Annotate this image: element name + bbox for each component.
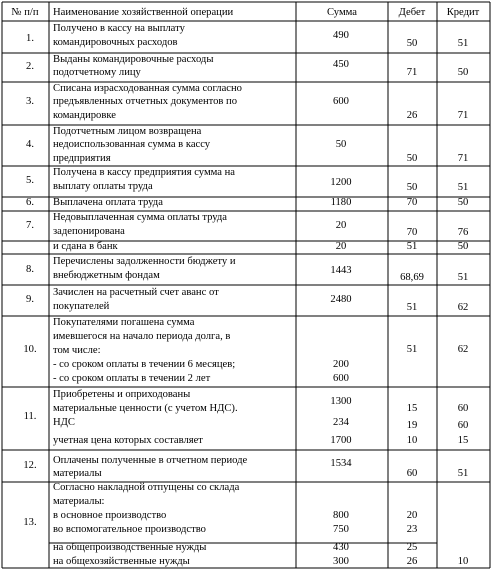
operation-description: Получена в кассу предприятия сумма на <box>53 167 236 178</box>
credit-account-cell: 15 <box>457 435 469 446</box>
operation-description: командировочных расходов <box>53 37 178 48</box>
debit-account-cell: 70 <box>406 197 418 208</box>
operation-description: во вспомогательное производство <box>53 524 206 535</box>
credit-account-cell: 76 <box>457 227 469 238</box>
amount-cell: 2480 <box>330 294 352 305</box>
row-number: 9. <box>26 294 34 305</box>
debit-account-cell: 10 <box>406 435 418 446</box>
credit-account-cell: 51 <box>457 182 469 193</box>
operation-description: в основное производство <box>53 510 167 521</box>
credit-account-cell: 71 <box>457 110 469 121</box>
operation-description: Выданы командировочные расходы <box>53 54 214 65</box>
operation-description: на общехозяйственные нужды <box>53 556 190 567</box>
header-debit: Дебет <box>398 7 426 18</box>
debit-account-cell: 51 <box>406 241 418 252</box>
credit-account-cell: 51 <box>457 38 469 49</box>
operation-description: материалы: <box>53 496 105 507</box>
header-sum: Сумма <box>327 7 357 18</box>
amount-cell: 490 <box>333 30 349 41</box>
amount-cell: 800 <box>333 510 349 521</box>
debit-account-cell: 51 <box>406 302 418 313</box>
row-number: 11. <box>23 411 37 422</box>
debit-account-cell: 68,69 <box>400 272 424 283</box>
operation-description: - со сроком оплаты в течении 6 месяцев; <box>53 359 236 370</box>
row-number: 7. <box>26 220 34 231</box>
debit-account-cell: 70 <box>406 227 418 238</box>
amount-cell: 1700 <box>330 435 352 446</box>
debit-account-cell: 20 <box>406 510 418 521</box>
debit-account-cell: 71 <box>406 67 418 78</box>
debit-account-cell: 60 <box>406 468 418 479</box>
operation-description: Покупателями погашена сумма <box>53 317 195 328</box>
row-number: 5. <box>26 175 34 186</box>
operation-description: Списана израсходованная сумма согласно <box>53 83 242 94</box>
debit-account-cell: 50 <box>406 38 418 49</box>
operation-description: Согласно накладной отпущены со склада <box>53 482 240 493</box>
operation-description: подотчетному лицу <box>53 67 141 78</box>
operation-description: на общепроизводственные нужды <box>53 542 207 553</box>
operation-description: Подотчетным лицом возвращена <box>53 126 202 137</box>
operation-description: Выплачена оплата труда <box>53 197 163 208</box>
debit-account-cell: 26 <box>406 556 418 567</box>
amount-cell: 600 <box>333 96 349 107</box>
row-number: 2. <box>26 61 34 72</box>
credit-account-cell: 51 <box>457 468 469 479</box>
amount-cell: 1300 <box>330 396 352 407</box>
credit-account-cell: 71 <box>457 153 469 164</box>
operation-description: Приобретены и оприходованы <box>53 389 191 400</box>
amount-cell: 200 <box>333 359 349 370</box>
operation-description: выплату оплаты труда <box>53 181 153 192</box>
operation-description: НДС <box>53 417 75 428</box>
operation-description: Получено в кассу на выплату <box>53 23 185 34</box>
credit-account-cell: 51 <box>457 272 469 283</box>
amount-cell: 600 <box>333 373 349 384</box>
operation-description: Зачислен на расчетный счет аванс от <box>53 287 219 298</box>
debit-account-cell: 15 <box>406 403 418 414</box>
amount-cell: 1534 <box>330 458 352 469</box>
operation-description: Оплачены полученные в отчетном периоде <box>53 455 248 466</box>
amount-cell: 20 <box>335 241 347 252</box>
operation-description: задепонирована <box>53 226 125 237</box>
header-name: Наименование хозяйственной операции <box>53 7 234 18</box>
credit-account-cell: 50 <box>457 241 469 252</box>
amount-cell: 20 <box>335 220 347 231</box>
row-number: 3. <box>26 96 34 107</box>
row-number: 1. <box>26 33 34 44</box>
operation-description: - со сроком оплаты в течении 2 лет <box>53 373 211 384</box>
row-number: 12. <box>23 460 37 471</box>
operation-description: материальные ценности (с учетом НДС). <box>53 403 238 414</box>
amount-cell: 234 <box>333 417 349 428</box>
row-number: 4. <box>26 139 34 150</box>
operation-description: покупателей <box>53 301 110 312</box>
operation-description: том числе: <box>53 345 101 356</box>
operation-description: имевшегося на начало периода долга, в <box>53 331 231 342</box>
debit-account-cell: 51 <box>406 344 418 355</box>
operation-description: учетная цена которых составляет <box>53 435 203 446</box>
credit-account-cell: 60 <box>457 403 469 414</box>
amount-cell: 1180 <box>330 197 352 208</box>
credit-account-cell: 50 <box>457 197 469 208</box>
credit-account-cell: 50 <box>457 67 469 78</box>
amount-cell: 750 <box>333 524 349 535</box>
row-number: 8. <box>26 264 34 275</box>
operation-description: недоиспользованная сумма в кассу <box>53 139 211 150</box>
header-credit: Кредит <box>446 7 480 18</box>
operation-description: предприятия <box>53 153 111 164</box>
operation-description: материалы <box>53 468 102 479</box>
operation-description: Перечислены задолженности бюджету и <box>53 256 236 267</box>
operation-description: предъявленных отчетных документов по <box>53 96 238 107</box>
operation-description: внебюджетным фондам <box>53 270 160 281</box>
debit-account-cell: 25 <box>406 542 418 553</box>
credit-account-cell: 10 <box>457 556 469 567</box>
debit-account-cell: 50 <box>406 182 418 193</box>
row-number: 13. <box>23 517 37 528</box>
header-num: № п/п <box>11 7 39 18</box>
amount-cell: 450 <box>333 59 349 70</box>
credit-account-cell: 60 <box>457 420 469 431</box>
amount-cell: 1443 <box>330 265 352 276</box>
debit-account-cell: 19 <box>406 420 418 431</box>
credit-account-cell: 62 <box>457 302 469 313</box>
amount-cell: 1200 <box>330 177 352 188</box>
amount-cell: 430 <box>333 542 349 553</box>
amount-cell: 300 <box>333 556 349 567</box>
debit-account-cell: 23 <box>406 524 418 535</box>
operation-description: командировке <box>53 110 116 121</box>
amount-cell: 50 <box>335 139 347 150</box>
row-number: 6. <box>26 197 34 208</box>
debit-account-cell: 26 <box>406 110 418 121</box>
credit-account-cell: 62 <box>457 344 469 355</box>
operation-description: и сдана в банк <box>53 241 118 252</box>
operation-description: Недовыплаченная сумма оплаты труда <box>53 212 227 223</box>
row-number: 10. <box>23 344 37 355</box>
debit-account-cell: 50 <box>406 153 418 164</box>
